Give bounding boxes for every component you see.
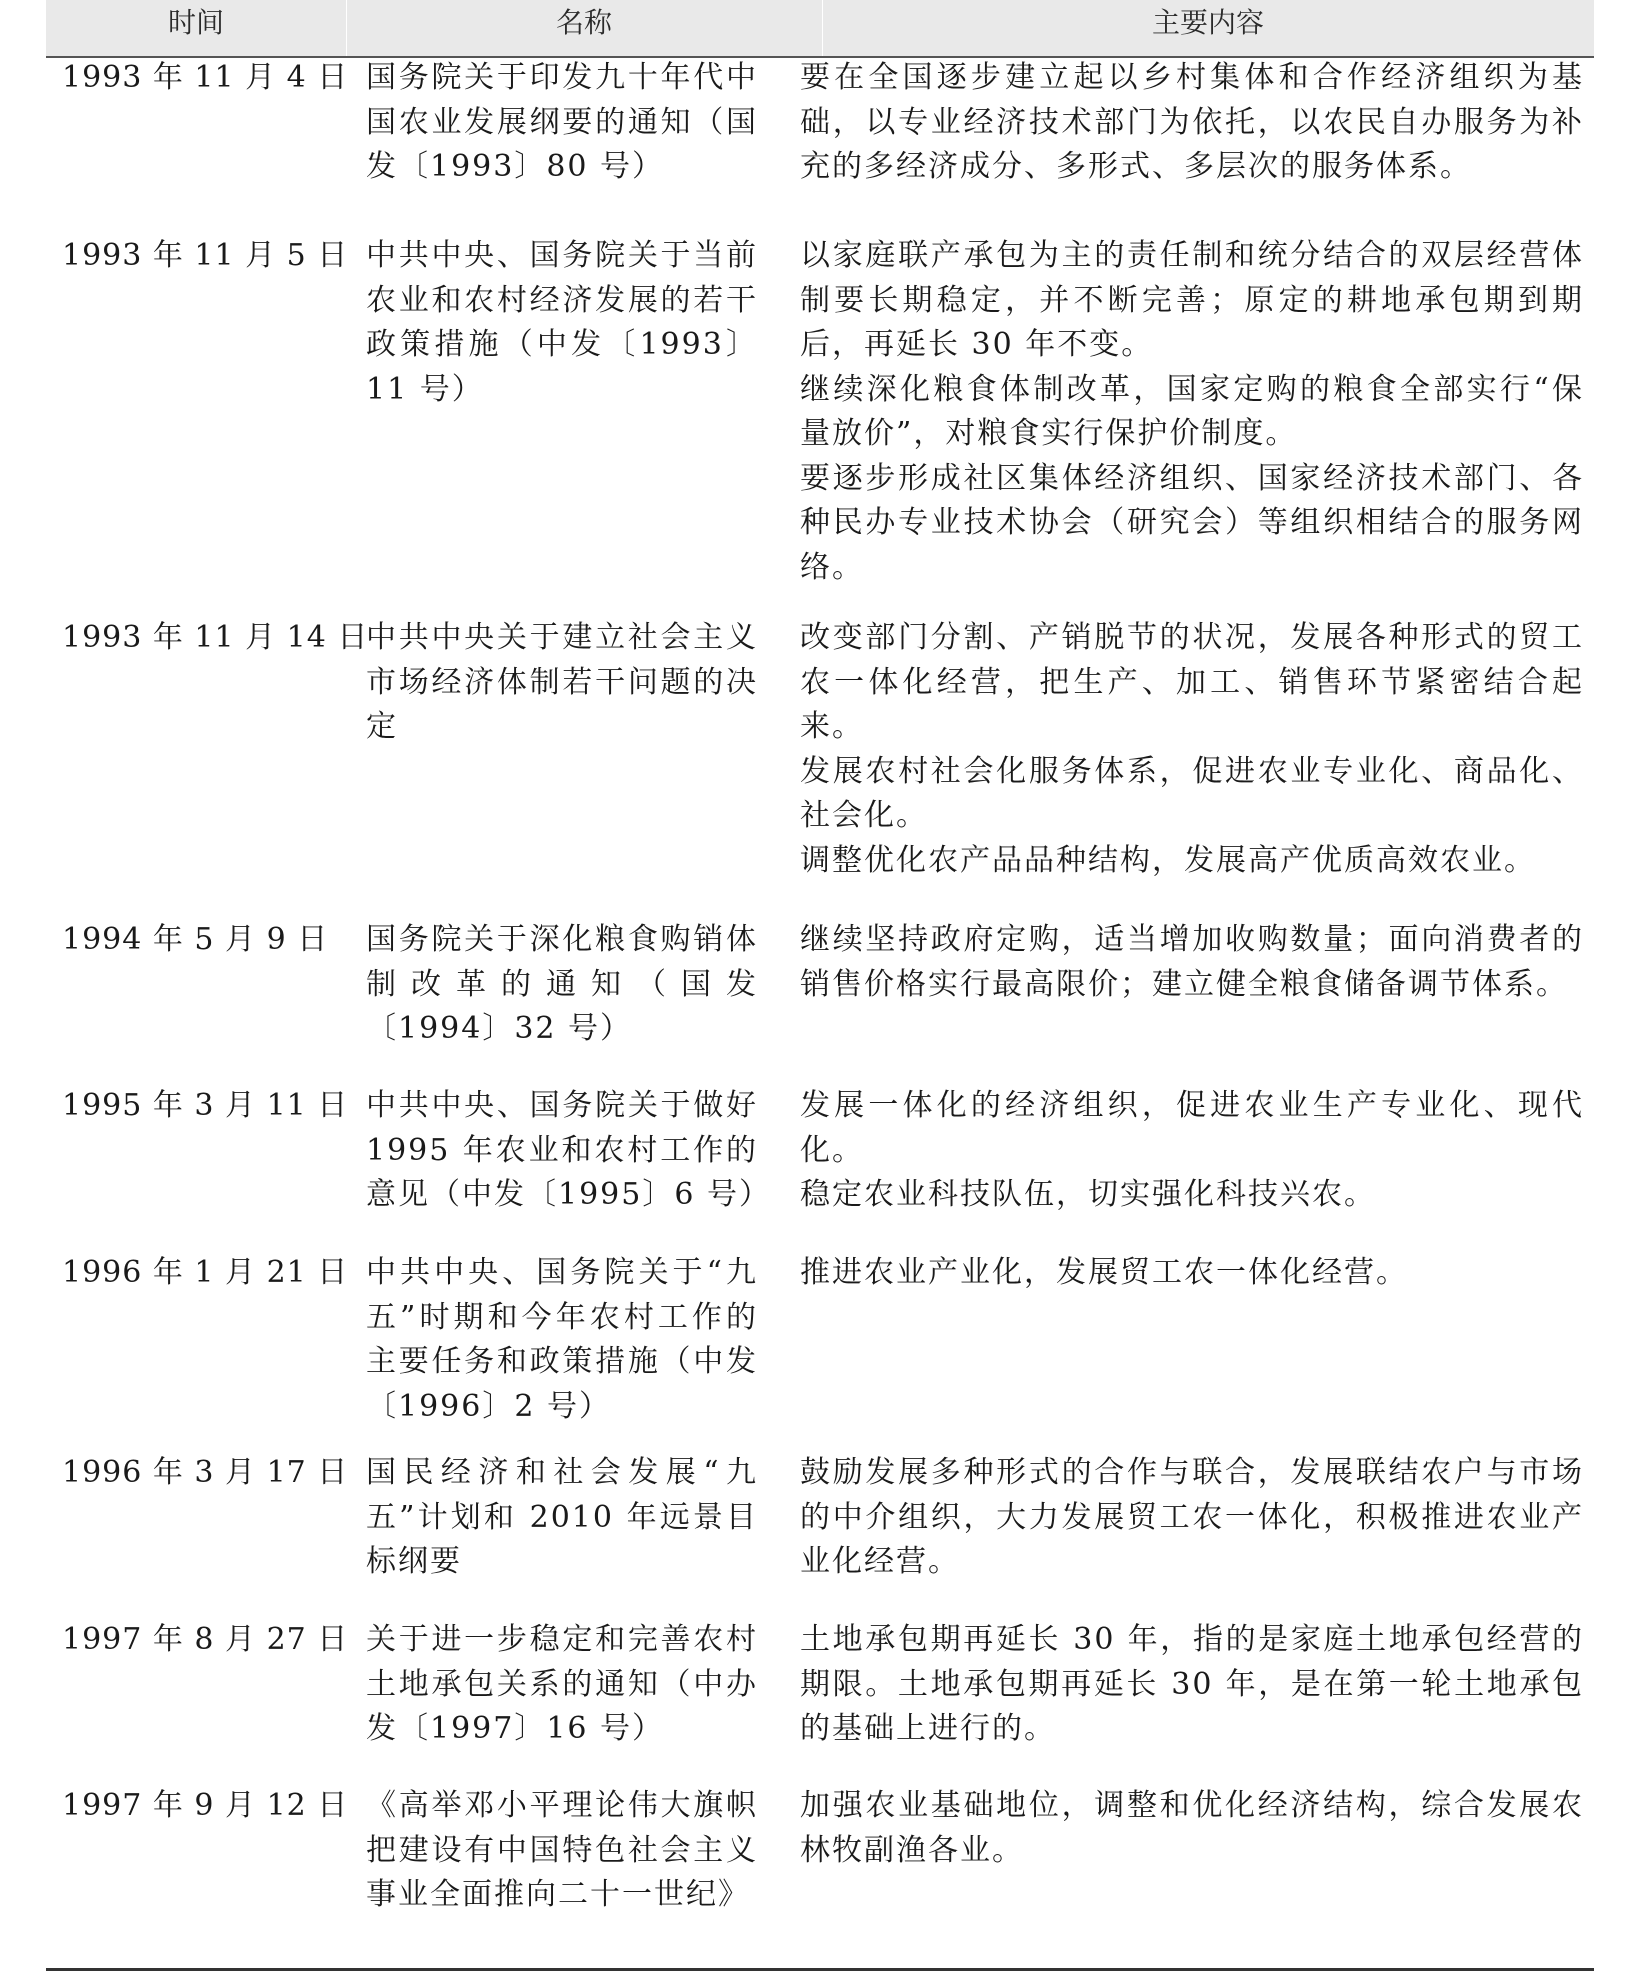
row-name: 国民经济和社会发展“九五”计划和 2010 年远景目标纲要: [366, 1455, 758, 1579]
header-time: 时间: [167, 6, 224, 39]
row-content: [800, 1618, 1584, 1752]
content-paragraph: 要逐步形成社区集体经济组织、国家经济技术部门、各种民办专业技术协会（研究会）等组织相结合的服务网络。: [800, 460, 1584, 585]
row-name: 《高举邓小平理论伟大旗帜 把建设有中国特色社会主义事业全面推向二十一世纪》: [366, 1788, 790, 1912]
content-paragraph: 土地承包期再延长 30 年，指的是家庭土地承包经营的期限。土地承包期再延长 30 年，是在第一轮土地承包的基础上进行的。: [800, 1622, 1584, 1746]
row-content: [800, 234, 1584, 590]
row-time: 1995 年 3 月 11 日: [62, 1088, 349, 1123]
row-time: 1996 年 1 月 21 日: [62, 1255, 349, 1290]
row-name: 中共中央关于建立社会主义市场经济体制若干问题的决定: [366, 620, 758, 744]
content-paragraph: 发展农村社会化服务体系，促进农业专业化、商品化、社会化。: [800, 753, 1584, 833]
content-paragraph: 继续深化粮食体制改革，国家定购的粮食全部实行“保量放价”，对粮食实行保护价制度。: [800, 371, 1584, 451]
row-content: [800, 1451, 1584, 1585]
content-paragraph: 鼓励发展多种形式的合作与联合，发展联结农户与市场的中介组织，大力发展贸工农一体化，积极推进农业产业化经营。: [800, 1455, 1584, 1579]
content-paragraph: 继续坚持政府定购，适当增加收购数量；面向消费者的销售价格实行最高限价；建立健全粮食储备调节体系。: [800, 922, 1584, 1002]
row-content: [800, 1084, 1584, 1218]
row-name: 国务院关于印发九十年代中国农业发展纲要的通知（国发〔1993〕80 号）: [366, 60, 758, 184]
row-time: 1994 年 5 月 9 日: [62, 922, 329, 957]
row-time: 1997 年 9 月 12 日: [62, 1788, 349, 1823]
row-name: 国务院关于深化粮食购销体制改革的通知（国发〔1994〕32 号）: [366, 922, 758, 1046]
header-name: 名称: [555, 6, 612, 39]
header-content: 主要内容: [1151, 6, 1264, 39]
content-paragraph: 发展一体化的经济组织，促进农业生产专业化、现代化。: [800, 1088, 1584, 1168]
row-time: 1993 年 11 月 14 日: [62, 620, 369, 655]
row-name: 中共中央、国务院关于当前农业和农村经济发展的若干政策措施（中发〔1993〕11 号）: [366, 238, 758, 407]
header-divider: [346, 0, 347, 56]
content-paragraph: 调整优化农产品品种结构，发展高产优质高效农业。: [800, 842, 1536, 878]
row-time: 1996 年 3 月 17 日: [62, 1455, 349, 1490]
row-time: 1993 年 11 月 5 日: [62, 238, 349, 273]
header-divider: [822, 0, 823, 56]
row-time: 1993 年 11 月 4 日: [62, 60, 349, 95]
content-paragraph: 推进农业产业化，发展贸工农一体化经营。: [800, 1255, 1408, 1290]
row-content: [800, 918, 1584, 1007]
row-content: [800, 616, 1584, 883]
row-content: [800, 1251, 1584, 1296]
row-name: 中共中央、国务院关于“九五”时期和今年农村工作的主要任务和政策措施（中发〔1996〕2 号）: [366, 1255, 758, 1424]
table-bottom-rule: [46, 1968, 1594, 1971]
row-name: 关于进一步稳定和完善农村土地承包关系的通知（中办发〔1997〕16 号）: [366, 1622, 758, 1746]
content-paragraph: 以家庭联产承包为主的责任制和统分结合的双层经营体制要长期稳定，并不断完善；原定的耕地承包期到期后，再延长 30 年不变。: [800, 238, 1584, 362]
content-paragraph: 要在全国逐步建立起以乡村集体和合作经济组织为基础，以专业经济技术部门为依托，以农民自办服务为补充的多经济成分、多形式、多层次的服务体系。: [800, 60, 1584, 184]
row-name: 中共中央、国务院关于做好 1995 年农业和农村工作的意见（中发〔1995〕6 号）: [366, 1088, 771, 1212]
row-content: [800, 1784, 1584, 1873]
row-time: 1997 年 8 月 27 日: [62, 1622, 349, 1657]
content-paragraph: 改变部门分割、产销脱节的状况，发展各种形式的贸工农一体化经营，把生产、加工、销售环节紧密结合起来。: [800, 620, 1584, 744]
row-content: [800, 56, 1584, 190]
content-paragraph: 稳定农业科技队伍，切实强化科技兴农。: [800, 1177, 1376, 1212]
content-paragraph: 加强农业基础地位，调整和优化经济结构，综合发展农林牧副渔各业。: [800, 1788, 1584, 1868]
table-header: [46, 0, 1594, 58]
